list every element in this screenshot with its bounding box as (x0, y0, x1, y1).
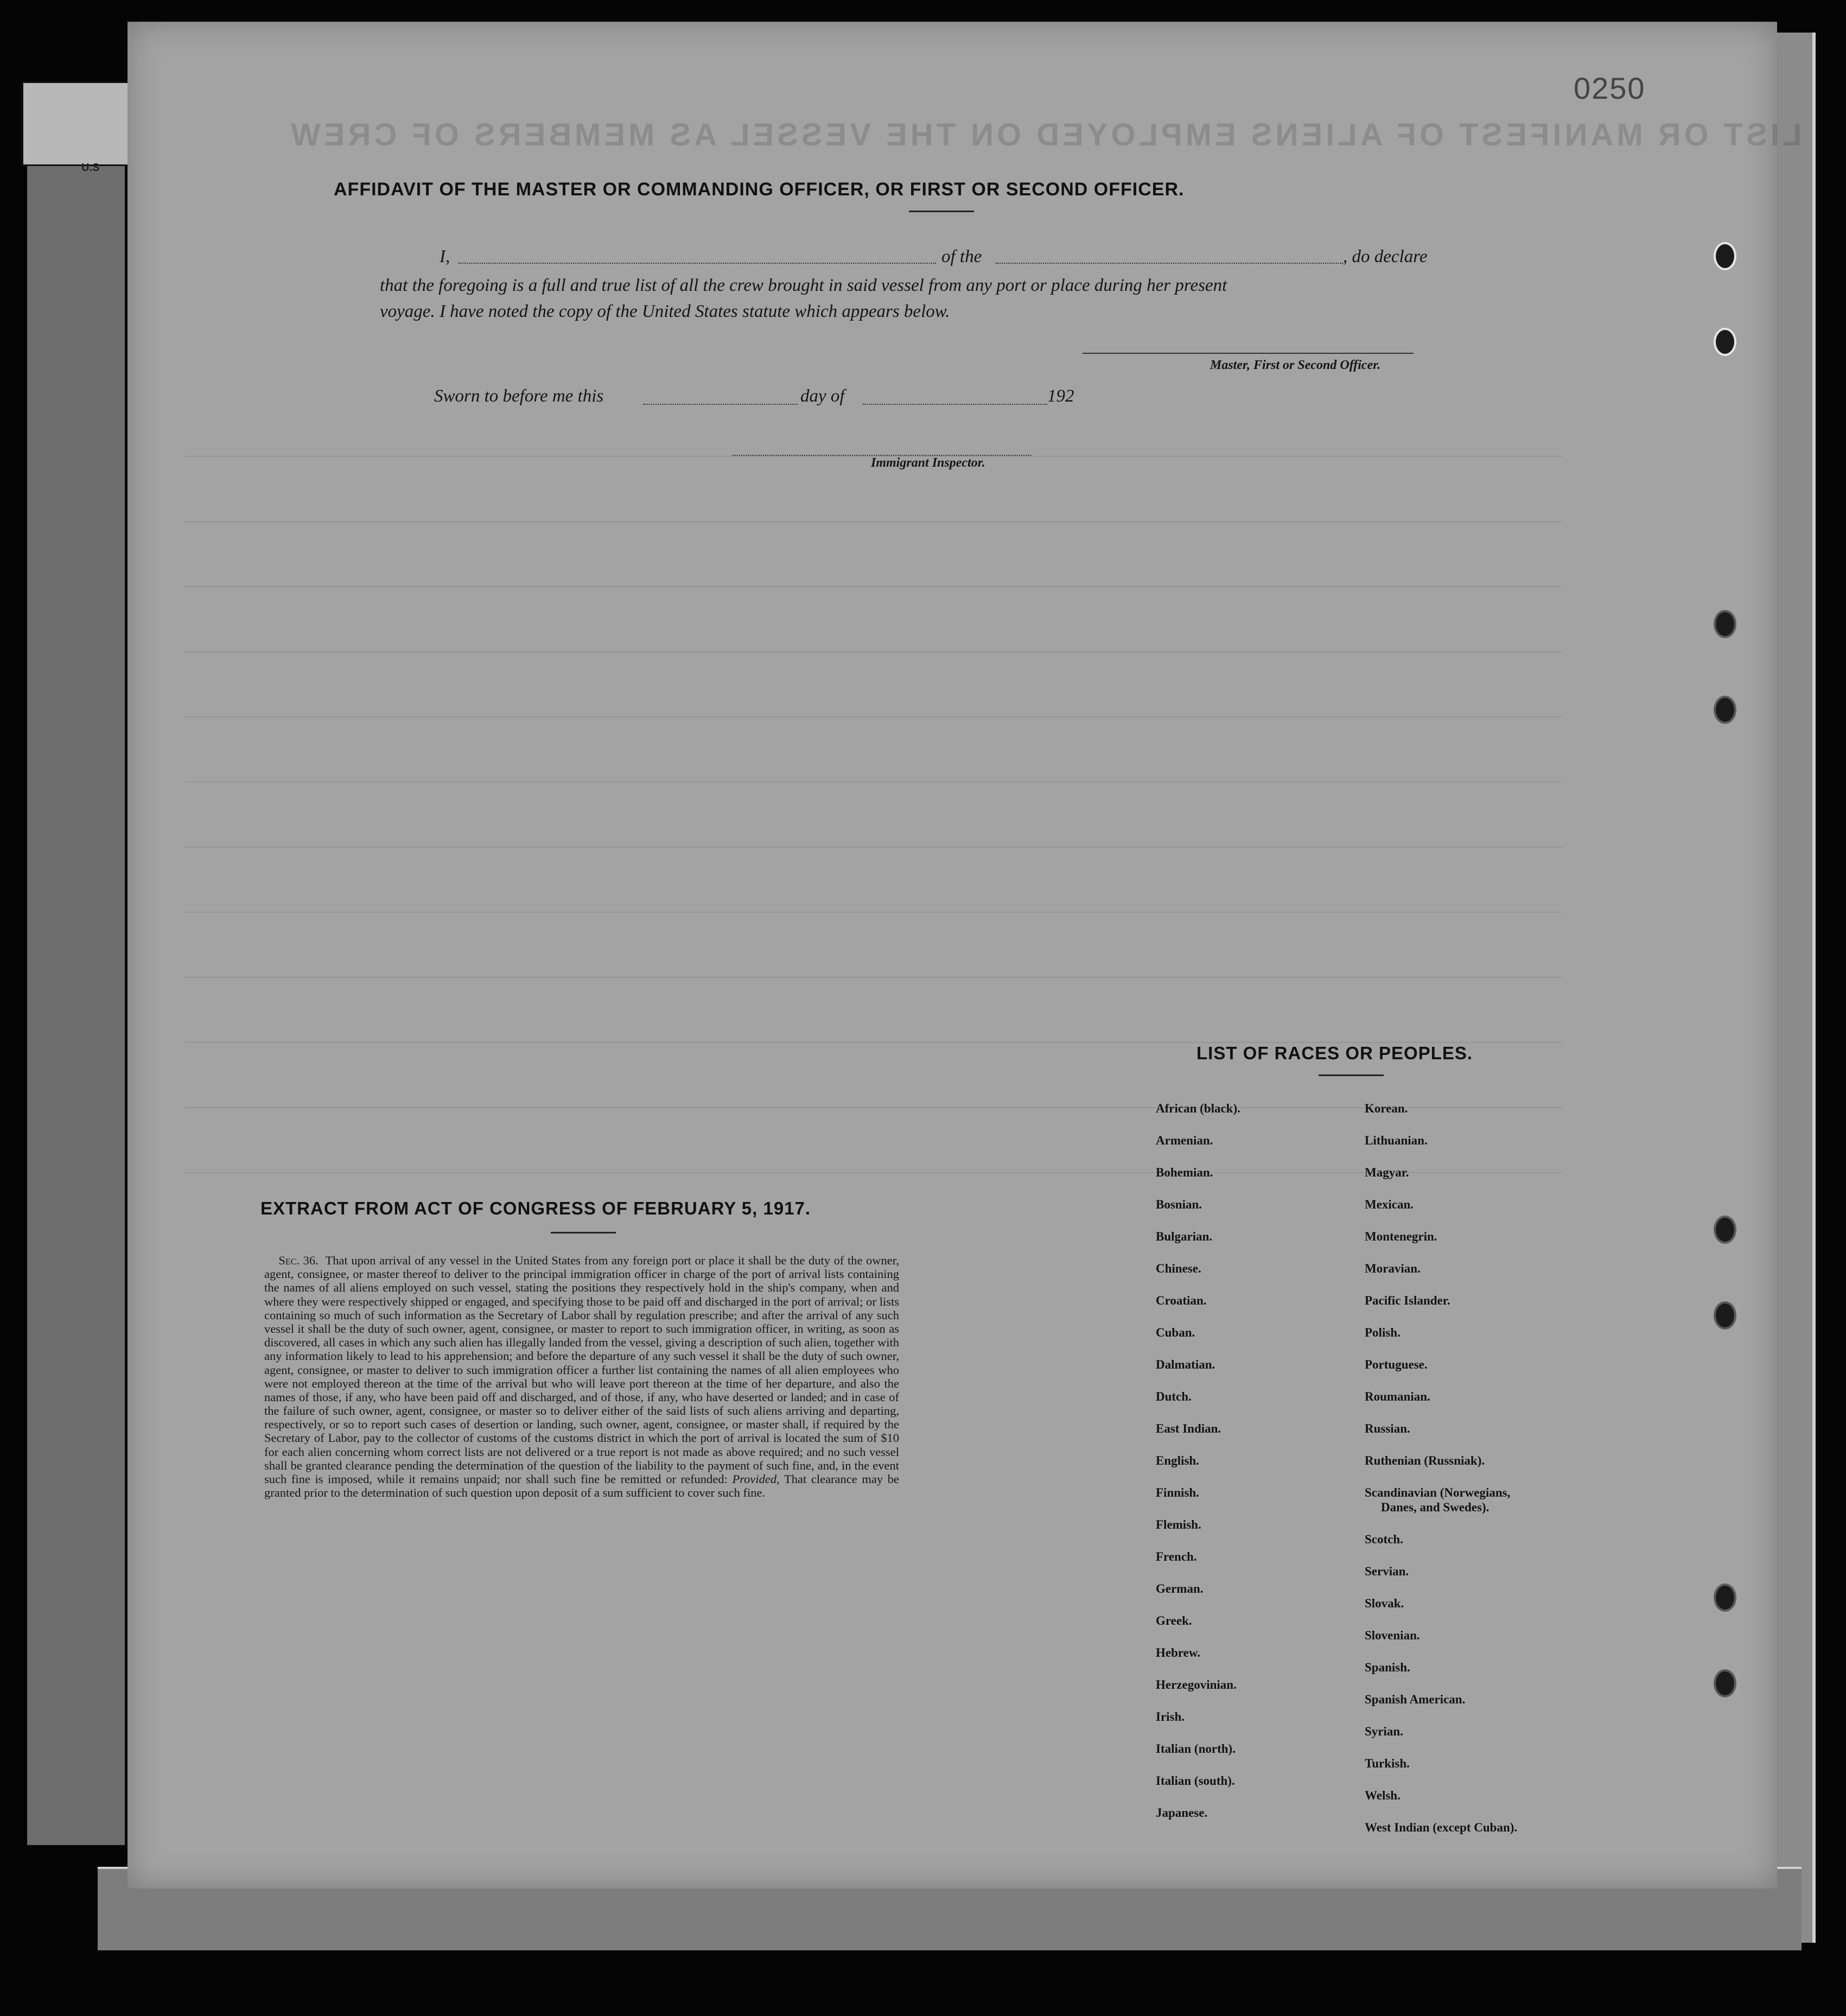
race-item: Danes, and Swedes). (1381, 1500, 1489, 1514)
binding-edge (27, 87, 125, 1845)
heading-rule (909, 211, 974, 212)
race-item: French. (1156, 1550, 1197, 1563)
punch-hole-icon (1714, 1669, 1736, 1697)
race-item: East Indian. (1156, 1422, 1221, 1435)
race-item: African (black). (1156, 1102, 1240, 1115)
race-item: West Indian (except Cuban). (1365, 1821, 1518, 1834)
punch-hole-icon (1714, 1216, 1736, 1244)
reverse-row-bleed (184, 847, 1563, 848)
declarant-name-field[interactable] (459, 263, 936, 264)
affidavit-line-2: that the foregoing is a full and true list of all the crew brought in said vessel from any port or place during her present (380, 276, 1227, 295)
margin-mark: U.S (81, 162, 100, 174)
reverse-row-bleed (184, 716, 1563, 717)
race-item: Servian. (1365, 1565, 1409, 1578)
race-item: Spanish. (1365, 1661, 1410, 1674)
race-item: Bosnian. (1156, 1198, 1202, 1211)
extract-text-end: That clearance may be granted prior to the determination of such question upon deposit of a sum sufficient to cover such fine. (264, 1472, 900, 1500)
punch-hole-icon (1714, 696, 1736, 724)
extract-heading-rule (551, 1232, 616, 1233)
race-item: English. (1156, 1454, 1199, 1467)
reverse-row-bleed (184, 521, 1563, 522)
race-item: Scotch. (1365, 1532, 1403, 1546)
sworn-prefix: Sworn to before me this (434, 386, 604, 406)
sworn-month-field[interactable] (863, 404, 1047, 405)
manifest-page (128, 22, 1777, 1888)
race-item: Spanish American. (1365, 1693, 1466, 1706)
reverse-row-bleed (184, 1172, 1563, 1173)
race-item: Greek. (1156, 1614, 1192, 1627)
race-item: Italian (north). (1156, 1742, 1236, 1756)
clip-tab (22, 81, 133, 166)
reverse-row-bleed (184, 651, 1563, 652)
punch-hole-icon (1714, 242, 1736, 270)
race-item: Russian. (1365, 1422, 1410, 1435)
punch-hole-icon (1714, 1583, 1736, 1612)
reverse-row-bleed (184, 1107, 1563, 1108)
race-item: Irish. (1156, 1710, 1185, 1724)
race-item: Bohemian. (1156, 1166, 1213, 1179)
race-item: Slovenian. (1365, 1629, 1420, 1642)
affidavit-i: I, (440, 247, 450, 266)
race-item: Korean. (1365, 1102, 1408, 1115)
reverse-row-bleed (184, 977, 1563, 978)
punch-hole-icon (1714, 328, 1736, 356)
race-item: Roumanian. (1365, 1390, 1430, 1403)
race-item: Chinese. (1156, 1262, 1201, 1275)
provided-word: Provided, (732, 1472, 780, 1486)
race-item: Mexican. (1365, 1198, 1414, 1211)
race-item: Portuguese. (1365, 1358, 1428, 1371)
race-item: Bulgarian. (1156, 1230, 1213, 1243)
extract-heading: EXTRACT FROM ACT OF CONGRESS OF FEBRUARY 5, 1917. (260, 1198, 811, 1218)
extract-body (264, 1254, 899, 1499)
race-item: Welsh. (1365, 1789, 1401, 1802)
race-item: German. (1156, 1582, 1204, 1595)
race-item: Armenian. (1156, 1134, 1213, 1147)
extract-text: That upon arrival of any vessel in the United States from any foreign port or place it shall be the duty of the owner, agent, consignee, or master thereof to deliver to the principal immigration officer in charge of the port of arrival lists containing the names of all aliens employed on such vessel, stating the positions they respectively hold in the ship's company, when and where they were respectively shipped or engaged, and specifying those to be paid off and discharged in the port of arrival; or lists containing so much of such information as the Secretary of Labor shall by regulation prescribe; and after the arrival of any such vessel it shall be the duty of such owner, agent, consignee, or master to report to such immigration officer, in writing, as soon as discovered, all cases in which any such alien has illegally landed from the vessel, giving a description of such alien, together with any information likely to lead to his apprehension; and before the departure of any such vessel it shall be the duty of such owner, agent, consignee, or master to deliver to such immigration officer a further list containing the names of all alien employees who were not employed thereon at the time of the arrival but who will leave port thereon at the time of her departure, and also the names of those, if any, who have been paid off and discharged, and of those, if any, who have deserted or landed; and in case of the failure of such owner, agent, consignee, or master so to deliver either of the said lists of such aliens arriving and departing, respectively, or so to report such cases of desertion or landing, such owner, agent, consignee, or master shall, if required by the Secretary of Labor, pay to the collector of customs of the customs district in which the port of arrival is located the sum of $10 for each alien concerning whom correct lists are not delivered or a true report is not made as above required; and no such vessel shall be granted clearance pending the determination of the question of the liability to the payment of such fine, and, in the event such fine is imposed, while it remains unpaid; nor shall such fine be remitted or refunded: (264, 1254, 899, 1486)
race-item: Finnish. (1156, 1486, 1199, 1499)
race-item: Magyar. (1365, 1166, 1409, 1179)
vessel-name-field[interactable] (996, 263, 1343, 264)
affidavit-of-the: of the (941, 247, 982, 266)
inspector-label: Immigrant Inspector. (871, 456, 985, 470)
races-heading: LIST OF RACES OR PEOPLES. (1196, 1043, 1473, 1063)
race-item: Herzegovinian. (1156, 1678, 1237, 1691)
reverse-row-bleed (184, 912, 1563, 913)
sworn-day-label: day of (800, 386, 845, 406)
race-item: Dutch. (1156, 1390, 1192, 1403)
punch-hole-icon (1714, 1301, 1736, 1330)
race-item: Croatian. (1156, 1294, 1207, 1307)
race-item: Flemish. (1156, 1518, 1201, 1531)
sworn-day-field[interactable] (643, 404, 798, 405)
race-item: Montenegrin. (1365, 1230, 1437, 1243)
race-item: Italian (south). (1156, 1774, 1235, 1788)
race-item: Hebrew. (1156, 1646, 1200, 1659)
race-item: Turkish. (1365, 1757, 1410, 1770)
race-item: Pacific Islander. (1365, 1294, 1450, 1307)
affidavit-line-3: voyage. I have noted the copy of the United States statute which appears below. (380, 302, 950, 321)
officer-signature-label: Master, First or Second Officer. (1210, 358, 1381, 372)
reverse-row-bleed (184, 586, 1563, 587)
race-item: Slovak. (1365, 1597, 1404, 1610)
race-item: Polish. (1365, 1326, 1401, 1339)
section-label: Sec. 36. (278, 1254, 319, 1267)
race-item: Moravian. (1365, 1262, 1421, 1275)
affidavit-do-declare: , do declare (1343, 247, 1428, 266)
race-item: Dalmatian. (1156, 1358, 1215, 1371)
race-item: Japanese. (1156, 1806, 1208, 1820)
races-heading-rule (1319, 1074, 1384, 1076)
punch-hole-icon (1714, 610, 1736, 638)
race-item: Syrian. (1365, 1725, 1403, 1738)
race-item: Scandinavian (Norwegians, (1365, 1486, 1511, 1499)
sworn-year: 192 (1047, 386, 1074, 406)
reverse-heading-bleed: LIST OR MANIFEST OF ALIENS EMPLOYED ON THE VESSEL AS MEMBERS OF CREW (288, 117, 1802, 152)
race-item: Cuban. (1156, 1326, 1195, 1339)
corner-mark: 0250 (1574, 71, 1646, 105)
officer-signature-field[interactable] (1083, 353, 1414, 354)
race-item: Ruthenian (Russniak). (1365, 1454, 1485, 1467)
affidavit-heading: AFFIDAVIT OF THE MASTER OR COMMANDING OFFICER, OR FIRST OR SECOND OFFICER. (334, 179, 1185, 200)
race-item: Lithuanian. (1365, 1134, 1428, 1147)
reverse-row-bleed (184, 781, 1563, 783)
